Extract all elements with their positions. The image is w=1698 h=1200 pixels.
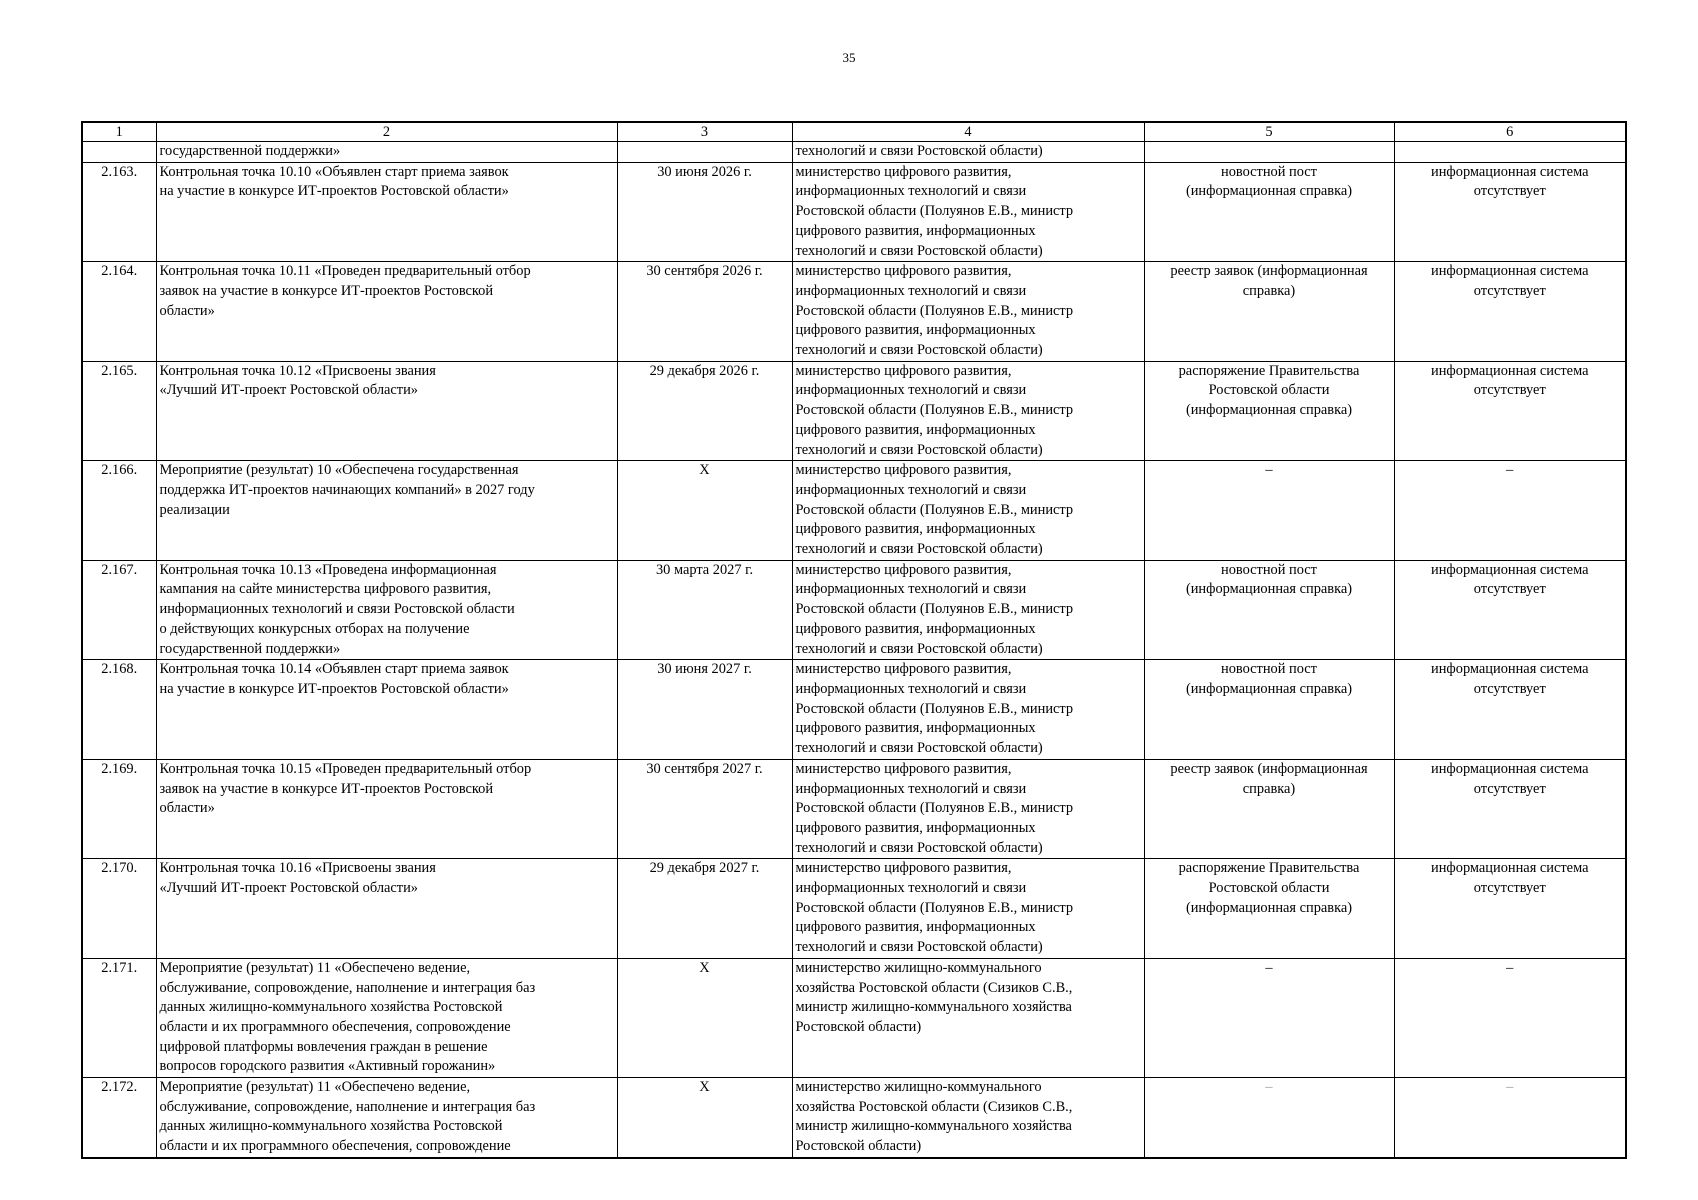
information-system: информационная система отсутствует bbox=[1394, 859, 1626, 959]
confirming-document: новостной пост (информационная справка) bbox=[1144, 560, 1394, 660]
table-row bbox=[82, 660, 1626, 760]
information-system: информационная система отсутствует bbox=[1394, 262, 1626, 362]
responsible: министерство цифрового развития, информационных технологий и связи Ростовской области (Полуянов Е.В., министр цифрового развития, информационных технологий и связи Ростовской области) bbox=[792, 560, 1144, 660]
table-row bbox=[82, 162, 1626, 262]
measure-name: Мероприятие (результат) 10 «Обеспечена государственная поддержка ИТ-проектов начинающих компаний» в 2027 году реализации bbox=[156, 461, 617, 561]
information-system bbox=[1394, 142, 1626, 163]
measure-name: Контрольная точка 10.16 «Присвоены звания «Лучший ИТ-проект Ростовской области» bbox=[156, 859, 617, 959]
table-row bbox=[82, 361, 1626, 461]
row-number: 2.171. bbox=[82, 958, 156, 1077]
confirming-document: реестр заявок (информационная справка) bbox=[1144, 759, 1394, 859]
due-date: 30 июня 2027 г. bbox=[617, 660, 792, 760]
confirming-document: новостной пост (информационная справка) bbox=[1144, 162, 1394, 262]
confirming-document: реестр заявок (информационная справка) bbox=[1144, 262, 1394, 362]
measures-table bbox=[81, 121, 1627, 1159]
responsible: технологий и связи Ростовской области) bbox=[792, 142, 1144, 163]
row-number: 2.170. bbox=[82, 859, 156, 959]
measure-name: Контрольная точка 10.14 «Объявлен старт приема заявок на участие в конкурсе ИТ-проектов Ростовской области» bbox=[156, 660, 617, 760]
information-system: информационная система отсутствует bbox=[1394, 560, 1626, 660]
column-number: 5 bbox=[1144, 122, 1394, 142]
table-row bbox=[82, 859, 1626, 959]
confirming-document: новостной пост (информационная справка) bbox=[1144, 660, 1394, 760]
table-row bbox=[82, 958, 1626, 1077]
due-date: 29 декабря 2026 г. bbox=[617, 361, 792, 461]
column-number-row bbox=[82, 122, 1626, 142]
due-date: Х bbox=[617, 958, 792, 1077]
responsible: министерство цифрового развития, информационных технологий и связи Ростовской области (Полуянов Е.В., министр цифрового развития, информационных технологий и связи Ростовской области) bbox=[792, 759, 1144, 859]
responsible: министерство цифрового развития, информационных технологий и связи Ростовской области (Полуянов Е.В., министр цифрового развития, информационных технологий и связи Ростовской области) bbox=[792, 162, 1144, 262]
information-system: – bbox=[1394, 1078, 1626, 1158]
table-row bbox=[82, 560, 1626, 660]
column-number: 4 bbox=[792, 122, 1144, 142]
row-number: 2.167. bbox=[82, 560, 156, 660]
measure-name: Контрольная точка 10.12 «Присвоены звания «Лучший ИТ-проект Ростовской области» bbox=[156, 361, 617, 461]
responsible: министерство цифрового развития, информационных технологий и связи Ростовской области (Полуянов Е.В., министр цифрового развития, информационных технологий и связи Ростовской области) bbox=[792, 859, 1144, 959]
information-system: – bbox=[1394, 958, 1626, 1077]
measure-name: Контрольная точка 10.10 «Объявлен старт приема заявок на участие в конкурсе ИТ-проектов Ростовской области» bbox=[156, 162, 617, 262]
due-date bbox=[617, 142, 792, 163]
column-number: 1 bbox=[82, 122, 156, 142]
measure-name: государственной поддержки» bbox=[156, 142, 617, 163]
table-row bbox=[82, 262, 1626, 362]
table-row bbox=[82, 1078, 1626, 1158]
confirming-document: – bbox=[1144, 958, 1394, 1077]
confirming-document: распоряжение Правительства Ростовской области (информационная справка) bbox=[1144, 361, 1394, 461]
column-number: 2 bbox=[156, 122, 617, 142]
table-row bbox=[82, 142, 1626, 163]
row-number: 2.166. bbox=[82, 461, 156, 561]
confirming-document bbox=[1144, 142, 1394, 163]
information-system: – bbox=[1394, 461, 1626, 561]
due-date: Х bbox=[617, 461, 792, 561]
due-date: 29 декабря 2027 г. bbox=[617, 859, 792, 959]
row-number: 2.163. bbox=[82, 162, 156, 262]
row-number: 2.164. bbox=[82, 262, 156, 362]
table-row bbox=[82, 461, 1626, 561]
responsible: министерство цифрового развития, информационных технологий и связи Ростовской области (Полуянов Е.В., министр цифрового развития, информационных технологий и связи Ростовской области) bbox=[792, 461, 1144, 561]
measure-name: Мероприятие (результат) 11 «Обеспечено ведение, обслуживание, сопровождение, наполнение и интеграция баз данных жилищно-коммунального хозяйства Ростовской области и их программного обеспечения, сопровождение цифровой платформы вовлечения граждан в решение вопросов городского развития «Активный горожанин» bbox=[156, 958, 617, 1077]
due-date: Х bbox=[617, 1078, 792, 1158]
due-date: 30 марта 2027 г. bbox=[617, 560, 792, 660]
responsible: министерство цифрового развития, информационных технологий и связи Ростовской области (Полуянов Е.В., министр цифрового развития, информационных технологий и связи Ростовской области) bbox=[792, 262, 1144, 362]
due-date: 30 сентября 2026 г. bbox=[617, 262, 792, 362]
row-number: 2.165. bbox=[82, 361, 156, 461]
responsible: министерство жилищно-коммунального хозяйства Ростовской области (Сизиков С.В., министр жилищно-коммунального хозяйства Ростовской области) bbox=[792, 958, 1144, 1077]
table-row bbox=[82, 759, 1626, 859]
confirming-document: – bbox=[1144, 1078, 1394, 1158]
due-date: 30 июня 2026 г. bbox=[617, 162, 792, 262]
measure-name: Мероприятие (результат) 11 «Обеспечено ведение, обслуживание, сопровождение, наполнение и интеграция баз данных жилищно-коммунального хозяйства Ростовской области и их программного обеспечения, сопровождение bbox=[156, 1078, 617, 1158]
due-date: 30 сентября 2027 г. bbox=[617, 759, 792, 859]
measure-name: Контрольная точка 10.11 «Проведен предварительный отбор заявок на участие в конкурсе ИТ-проектов Ростовской области» bbox=[156, 262, 617, 362]
confirming-document: распоряжение Правительства Ростовской области (информационная справка) bbox=[1144, 859, 1394, 959]
column-number: 6 bbox=[1394, 122, 1626, 142]
measure-name: Контрольная точка 10.13 «Проведена информационная кампания на сайте министерства цифрового развития, информационных технологий и связи Ростовской области о действующих конкурсных отборах на получение государственной поддержки» bbox=[156, 560, 617, 660]
row-number: 2.168. bbox=[82, 660, 156, 760]
responsible: министерство жилищно-коммунального хозяйства Ростовской области (Сизиков С.В., министр жилищно-коммунального хозяйства Ростовской области) bbox=[792, 1078, 1144, 1158]
column-number: 3 bbox=[617, 122, 792, 142]
information-system: информационная система отсутствует bbox=[1394, 660, 1626, 760]
confirming-document: – bbox=[1144, 461, 1394, 561]
row-number: 2.172. bbox=[82, 1078, 156, 1158]
responsible: министерство цифрового развития, информационных технологий и связи Ростовской области (Полуянов Е.В., министр цифрового развития, информационных технологий и связи Ростовской области) bbox=[792, 361, 1144, 461]
row-number bbox=[82, 142, 156, 163]
information-system: информационная система отсутствует bbox=[1394, 162, 1626, 262]
information-system: информационная система отсутствует bbox=[1394, 759, 1626, 859]
row-number: 2.169. bbox=[82, 759, 156, 859]
responsible: министерство цифрового развития, информационных технологий и связи Ростовской области (Полуянов Е.В., министр цифрового развития, информационных технологий и связи Ростовской области) bbox=[792, 660, 1144, 760]
page-number: 35 bbox=[842, 50, 856, 65]
measure-name: Контрольная точка 10.15 «Проведен предварительный отбор заявок на участие в конкурсе ИТ-проектов Ростовской области» bbox=[156, 759, 617, 859]
information-system: информационная система отсутствует bbox=[1394, 361, 1626, 461]
